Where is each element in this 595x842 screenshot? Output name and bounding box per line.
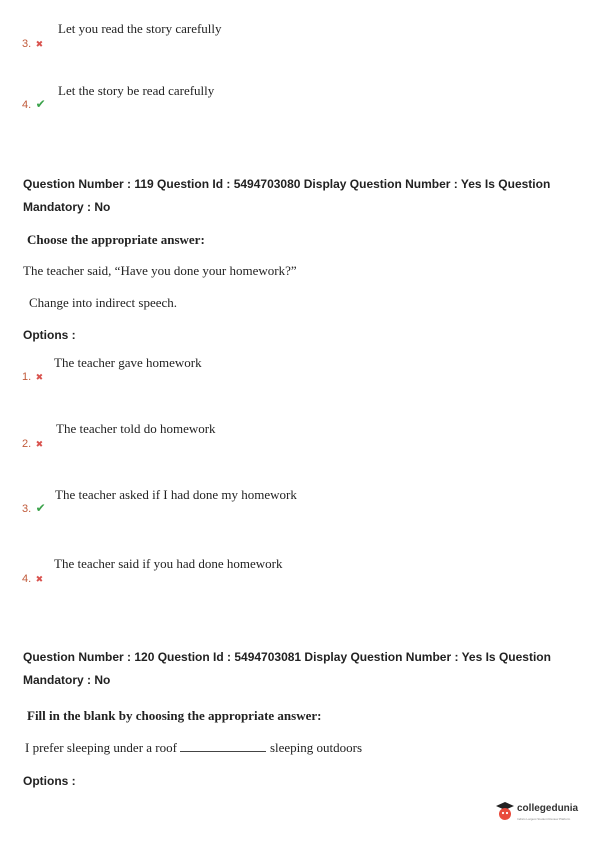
q119-option-2 (22, 434, 43, 452)
question-119-instruction: Choose the appropriate answer: (27, 232, 205, 247)
prev-option-3-text: Let you read the story carefully (58, 21, 222, 36)
question-120-sentence (25, 740, 362, 756)
q119-option-2-text: The teacher told do homework (56, 421, 216, 436)
question-119-options-label: Options : (23, 328, 76, 342)
prev-option-3 (22, 34, 43, 52)
option-number: 1. (22, 371, 32, 383)
graduate-cap-icon (495, 801, 515, 823)
check-icon: ✔ (35, 97, 46, 111)
q119-option-1-text: The teacher gave homework (54, 355, 202, 370)
question-119-task: Change into indirect speech. (29, 295, 178, 310)
logo-name: collegedunia (517, 803, 579, 814)
question-119-sentence: The teacher said, “Have you done your homework?” (23, 263, 297, 278)
question-mandatory: Mandatory : No (23, 200, 111, 214)
cross-icon: ✖ (35, 574, 44, 584)
question-120-instruction: Fill in the blank by choosing the appropriate answer: (27, 708, 322, 723)
sentence-before: I prefer sleeping under a roof (25, 740, 177, 755)
fill-blank (180, 741, 266, 752)
collegedunia-logo (495, 798, 595, 828)
q119-option-3 (22, 499, 46, 517)
prev-option-4 (22, 95, 46, 113)
option-number: 3. (22, 38, 32, 50)
question-mandatory: Mandatory : No (23, 673, 111, 687)
question-120-options-label: Options : (23, 774, 76, 788)
prev-option-4-text: Let the story be read carefully (58, 83, 215, 98)
q119-option-1 (22, 367, 43, 385)
cross-icon: ✖ (35, 439, 44, 449)
option-number: 3. (22, 503, 32, 515)
check-icon: ✔ (35, 501, 46, 515)
question-120-header (23, 646, 583, 692)
question-header-line: Question Number : 119 Question Id : 5494703080 Display Question Number : Yes Is Question (23, 177, 551, 191)
option-number: 4. (22, 573, 32, 585)
question-119-header (23, 173, 583, 219)
q119-option-4 (22, 569, 43, 587)
q119-option-3-text: The teacher asked if I had done my homework (55, 487, 297, 502)
question-header-line: Question Number : 120 Question Id : 5494703081 Display Question Number : Yes Is Question (23, 650, 551, 664)
logo-tagline: India's Largest Student Review Platform (517, 817, 571, 821)
q119-option-4-text: The teacher said if you had done homework (54, 556, 283, 571)
sentence-after: sleeping outdoors (269, 740, 363, 755)
option-number: 2. (22, 438, 32, 450)
cross-icon: ✖ (35, 372, 44, 382)
cross-icon: ✖ (35, 39, 44, 49)
option-number: 4. (22, 99, 32, 111)
